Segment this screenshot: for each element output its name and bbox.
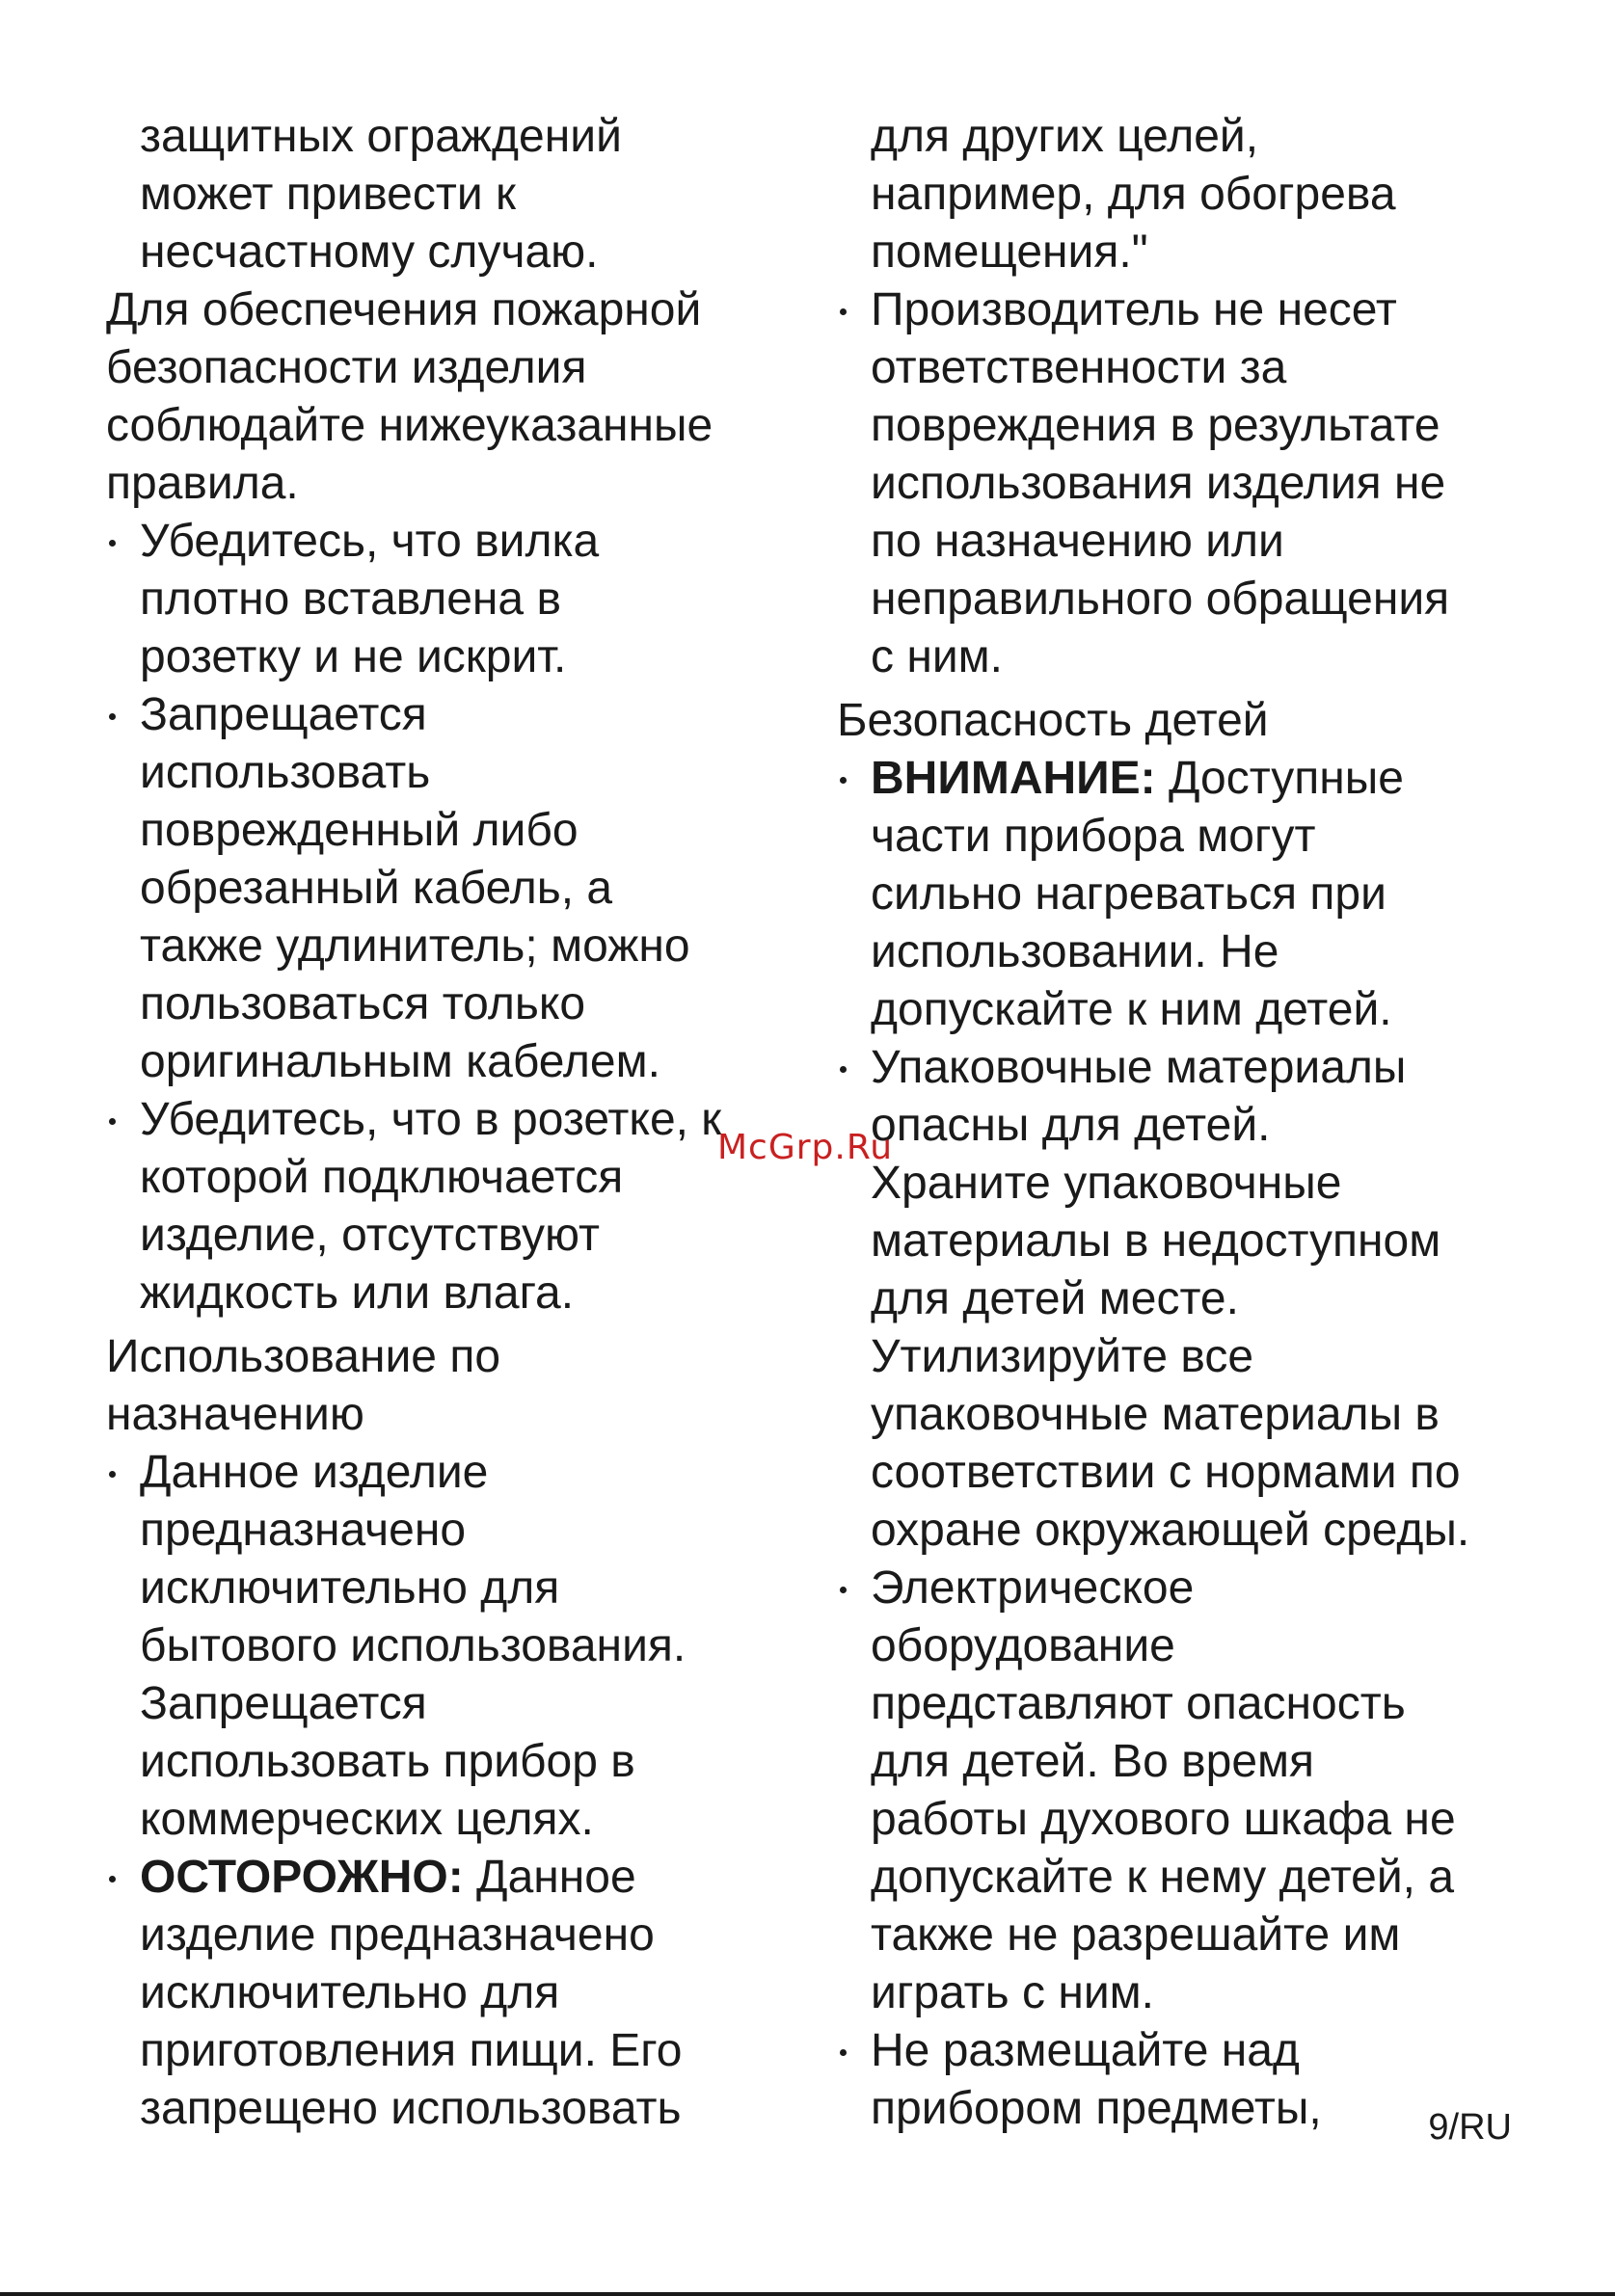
bullet-line: опасны для детей. xyxy=(871,1100,1271,1151)
bullet-item: Производитель не несет xyxy=(837,281,1541,339)
bullet-line: жидкость или влага. xyxy=(140,1268,575,1319)
bullet-item: Запрещается xyxy=(106,686,800,744)
paragraph-line: правила. xyxy=(106,458,299,509)
bullet-line: части прибора могут xyxy=(871,811,1316,862)
bullet-line: ответственности за xyxy=(871,342,1287,393)
bullet-line: бытового использования. xyxy=(140,1620,686,1671)
text-line: может привести к xyxy=(140,169,516,220)
bullet-item-warning xyxy=(837,750,1541,808)
bullet-line: допускайте к нему детей, а xyxy=(871,1852,1455,1903)
bullet-item: Упаковочные материалы xyxy=(837,1039,1541,1097)
bullet-line: розетку и не искрит. xyxy=(140,631,567,682)
bullet-line: оригинальным кабелем. xyxy=(140,1036,660,1087)
text-line: несчастному случаю. xyxy=(140,227,599,278)
bullet-line: предназначено xyxy=(140,1505,467,1556)
right-column xyxy=(837,108,1541,2138)
bullet-line: использования изделия не xyxy=(871,458,1446,509)
bullet-line: запрещено использовать xyxy=(140,2083,682,2134)
bullet-line: прибором предметы, xyxy=(871,2083,1322,2134)
bullet-line: играть с ним. xyxy=(871,1967,1154,2018)
bullet-line: коммерческих целях. xyxy=(140,1794,594,1845)
bullet-line: материалы в недоступном xyxy=(871,1215,1441,1267)
bullet-line: Храните упаковочные xyxy=(871,1158,1342,1209)
bullet-line: изделие, отсутствуют xyxy=(140,1210,600,1261)
bullet-item: Не размещайте над xyxy=(837,2022,1541,2080)
text-line: для других целей, xyxy=(871,111,1259,162)
bullet-line: упаковочные материалы в xyxy=(871,1389,1440,1440)
bullet-line: плотно вставлена в xyxy=(140,574,561,625)
bullet-item-caution xyxy=(106,1849,800,1907)
bullet-line: Данное xyxy=(463,1852,636,1903)
paragraph-line: соблюдайте нижеуказанные xyxy=(106,400,713,451)
bullet-line: соответствии с нормами по xyxy=(871,1447,1461,1498)
bullet-item: Убедитесь, что в розетке, к xyxy=(106,1091,800,1149)
bullet-line: с ним. xyxy=(871,631,1003,682)
bullet-line: повреждения в результате xyxy=(871,400,1440,451)
paragraph-line: Для обеспечения пожарной xyxy=(106,284,702,335)
bullet-line: для детей. Во время xyxy=(871,1736,1315,1787)
bullet-line: использовании. Не xyxy=(871,926,1279,977)
bullet-line: также удлинитель; можно xyxy=(140,921,690,972)
bullet-line: исключительно для xyxy=(140,1562,560,1614)
bullet-line: приготовления пищи. Его xyxy=(140,2025,683,2076)
bullet-item: Убедитесь, что вилка xyxy=(106,513,800,571)
bullet-line: пользоваться только xyxy=(140,978,586,1029)
bullet-line: Утилизируйте все xyxy=(871,1331,1254,1382)
left-column xyxy=(106,108,800,2138)
bullet-line: также не разрешайте им xyxy=(871,1909,1401,1961)
bullet-item: Данное изделие xyxy=(106,1444,800,1502)
bullet-line: неправильного обращения xyxy=(871,574,1450,625)
bullet-line: изделие предназначено xyxy=(140,1909,655,1961)
text-line: помещения." xyxy=(871,227,1148,278)
text-line: например, для обогрева xyxy=(871,169,1396,220)
watermark: McGrp.Ru xyxy=(717,1128,894,1167)
bullet-line: представляют опасность xyxy=(871,1678,1406,1729)
bullet-line: Запрещается xyxy=(140,1678,427,1729)
warning-label: ВНИМАНИЕ: xyxy=(871,753,1156,804)
section-heading-usage-line: назначению xyxy=(106,1389,364,1440)
section-heading-usage: Использование по xyxy=(106,1331,501,1382)
bullet-line: исключительно для xyxy=(140,1967,560,2018)
page-number: 9/RU xyxy=(1428,2107,1512,2148)
bullet-line: для детей месте. xyxy=(871,1273,1239,1324)
bullet-line: охране окружающей среды. xyxy=(871,1505,1470,1556)
bullet-line: Доступные xyxy=(1155,753,1404,804)
bullet-line: использовать xyxy=(140,747,431,798)
bullet-line: оборудование xyxy=(871,1620,1175,1671)
paragraph-line: безопасности изделия xyxy=(106,342,587,393)
bottom-divider xyxy=(0,2292,1615,2296)
bullet-line: допускайте к ним детей. xyxy=(871,984,1392,1035)
caution-label: ОСТОРОЖНО: xyxy=(140,1852,464,1903)
bullet-line: по назначению или xyxy=(871,516,1284,567)
bullet-line: которой подключается xyxy=(140,1152,624,1203)
bullet-line: сильно нагреваться при xyxy=(871,868,1386,920)
bullet-line: работы духового шкафа не xyxy=(871,1794,1456,1845)
bullet-line: поврежденный либо xyxy=(140,805,579,856)
bullet-item: Электрическое xyxy=(837,1560,1541,1617)
bullet-line: обрезанный кабель, а xyxy=(140,863,613,914)
text-line: защитных ограждений xyxy=(140,111,622,162)
section-heading-child-safety: Безопасность детей xyxy=(837,695,1269,746)
bullet-line: использовать прибор в xyxy=(140,1736,635,1787)
